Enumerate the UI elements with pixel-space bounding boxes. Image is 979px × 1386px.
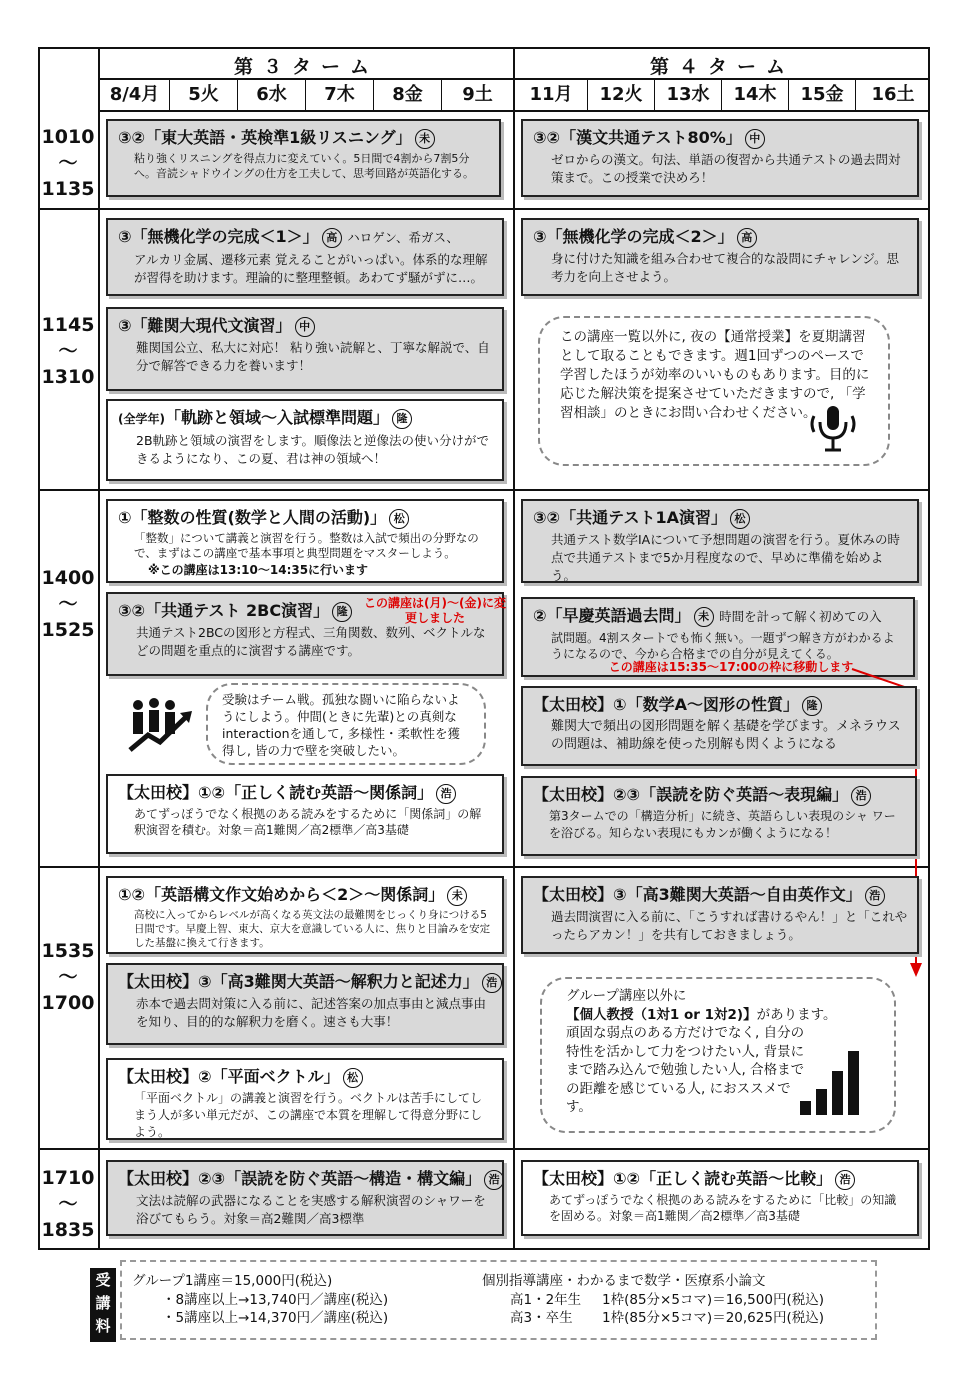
teacher-badge: 浩 (865, 886, 885, 906)
grade-label: 高3・卒生 (510, 1310, 573, 1326)
course-description: アルカリ金属、遷移元素 覚えることがいっぱい。体系的な理解が習得を助けます。理論的に整理整頓。あわてず騒がずに…。 (134, 252, 488, 285)
team-message-bubble: 受験はチーム戦。孤独な闘いに陥らないようにしよう。仲間(ときに先輩)との真剣なinteractionを通して, 多様性・柔軟性を獲得し, 皆の力で壁を突破したい。 (206, 683, 486, 765)
course-card[interactable] (106, 774, 504, 854)
course-title: 「高3難関大英語～解釈力と記述力」 (211, 972, 479, 991)
course-prefix: ①② (118, 885, 146, 904)
individual-fees (482, 1272, 872, 1328)
course-title: 「早慶英語過去問」 (546, 606, 691, 625)
bar-chart-icon (796, 1045, 866, 1117)
day-label: 11月 (529, 84, 573, 105)
course-title: 「誤読を防ぐ英語～構造・構文編」 (225, 1169, 482, 1188)
course-title: 「英語構文作文始めから＜2＞～関係詞」 (145, 885, 445, 904)
grade-price: 1枠(85分×5コマ)＝16,500円(税込) (602, 1291, 824, 1308)
course-description: 第3タームでの「構造分析」に続き、英語らしい表現のシャ ワーを浴びる。知らない表現にもカンが働くようになる！ (549, 809, 896, 840)
course-card[interactable] (521, 776, 917, 856)
course-description: 赤本で過去問対策に入る前に、記述答案の加点事由と減点事由を知り、目的的な解釈力を磨く。速さも大事！ (136, 996, 487, 1029)
teacher-badge: 隆 (332, 602, 352, 622)
teacher-badge: 浩 (835, 1170, 855, 1190)
course-card[interactable] (106, 399, 504, 481)
day-label: 5火 (188, 84, 219, 105)
course-description: 共通テスト2BCの図形と方程式、三角関数、数列、ベクトルなどの問題を重点的に演習する講座です。 (136, 625, 486, 658)
course-description: 「整数」について講義と演習を行う。整数は入試で頻出の分野なので、まずはこの講座で基本事項と典型問題をマスターしよう。 (134, 531, 479, 560)
course-card[interactable] (106, 876, 504, 954)
course-description: 2B軌跡と領域の演習をします。順像法と逆像法の使い分けができるようになり、この夏、君は神の領域へ！ (136, 433, 490, 466)
teacher-badge: 浩 (851, 786, 871, 806)
course-card[interactable] (521, 499, 919, 583)
course-prefix: 【太田校】③ (118, 972, 212, 991)
course-prefix: ② (533, 606, 547, 625)
course-prefix: 【太田校】① (533, 695, 627, 714)
day-label: 15金 (800, 84, 844, 105)
tutoring-offer-tail: があります。 (756, 1006, 837, 1023)
schedule-change-notice: この講座は(月)～(金)に変更しました (364, 596, 506, 625)
grade-price: 1枠(85分×5コマ)＝20,625円(税込) (602, 1310, 824, 1326)
teacher-badge: 高 (322, 228, 342, 248)
day-label: 13水 (666, 84, 710, 105)
team-people-icon (124, 695, 194, 755)
teacher-badge: 松 (389, 509, 409, 529)
microphone-icon (805, 400, 861, 456)
grade-label: 高1・2年生 (510, 1291, 582, 1308)
course-title: 「誤読を防ぐ英語～表現編」 (640, 785, 849, 804)
course-description: 「平面ベクトル」の講義と演習を行う。ベクトルは苦手にしてしまう人が多い単元だが、この講座で本質を理解して得意分野にしよう。 (134, 1091, 483, 1139)
day-label: 7木 (324, 84, 355, 105)
term-4-header: 第４ターム (649, 56, 795, 78)
course-prefix: ③② (533, 128, 561, 147)
teacher-badge: 未 (415, 129, 435, 149)
teacher-badge: 隆 (392, 409, 412, 429)
fee-box (120, 1260, 877, 1340)
course-prefix: 【太田校】②③ (118, 1169, 226, 1188)
course-prefix: 【太田校】② (118, 1067, 212, 1086)
group-fees (132, 1272, 472, 1328)
course-title: 「軌跡と領域～入試標準問題」 (164, 408, 389, 427)
group-fee-line: ・5講座以上→14,370円／講座(税込) (162, 1310, 389, 1326)
individual-fee-title: 個別指導講座・わかるまで数学・医療系小論文 (482, 1273, 766, 1289)
teacher-badge: 浩 (482, 973, 502, 993)
tutoring-details: 頑固な弱点のある方だけでなく, 自分の特性を活かして力をつけたい人, 背景にまで踏み込んで勉強したい人, 合格までの距離を感じている人, におススメです。 (566, 1025, 805, 1115)
course-description: 難関大で頻出の図形問題を解く基礎を学びます。メネラウスの問題は、補助線を使った別解も閃くようになる (551, 719, 901, 752)
course-prefix: ③ (533, 227, 547, 246)
course-card[interactable] (521, 119, 919, 197)
course-prefix: ③② (118, 128, 146, 147)
course-description: 文法は読解の武器になることを実感する解釈演習のシャワーを浴びてもらう。対象＝高2難関／高3標準 (136, 1193, 486, 1226)
course-note: ハロゲン、希ガス、 (347, 230, 459, 245)
teacher-badge: 未 (447, 886, 467, 906)
teacher-badge: 未 (694, 607, 714, 627)
teacher-badge: 高 (737, 228, 757, 248)
course-prefix: ③ (118, 316, 132, 335)
course-prefix: 【太田校】①② (118, 783, 226, 802)
course-prefix: 【太田校】①② (533, 1169, 641, 1188)
course-description: 試問題。4割スタートでも怖く無い。一題ずつ解き方がわかるようになるので、今から合格までの自分が見えてくる。 (551, 631, 895, 661)
course-description: 難関国公立、私大に対応！ 粘り強い読解と、丁寧な解説で、自分で解答できる力を養います！ (136, 340, 490, 373)
course-note: 時間を計って解く初めての入 (719, 609, 882, 624)
course-prefix: ① (118, 508, 132, 527)
course-title: 「難関大現代文演習」 (131, 316, 292, 335)
course-prefix: 【太田校】②③ (533, 785, 641, 804)
time-slot-4: 1535 ～ 1700 (41, 940, 95, 1014)
teacher-badge: 中 (745, 129, 765, 149)
course-prefix: 【太田校】③ (533, 885, 627, 904)
group-fee-line: グループ1講座＝15,000円(税込) (132, 1273, 333, 1289)
time-column-divider (98, 47, 100, 1250)
course-description: 過去問演習に入る前に、「こうすれば書けるやん！」と「これやったらアカン！」を共有しておきましょう。 (551, 909, 908, 942)
row-divider (38, 1148, 930, 1150)
day-label: 12火 (599, 84, 643, 105)
tutoring-lead: グループ講座以外に (566, 988, 687, 1004)
course-card[interactable] (521, 218, 919, 296)
day-label: 6水 (256, 84, 287, 105)
course-title: 「正しく読む英語～比較」 (640, 1169, 833, 1188)
teacher-badge: 浩 (484, 1170, 504, 1190)
course-description: 共通テスト数学ⅠAについて予想問題の演習を行う。夏休みの時点で共通テストまで5か月程度なので、早めに準備を始めよう。 (551, 532, 900, 583)
teacher-badge: 松 (730, 509, 750, 529)
course-prefix: ③② (533, 508, 561, 527)
row-divider (38, 208, 930, 210)
course-description: 身に付けた知識を組み合わせて複合的な設問にチャレンジ。思考力を向上させよう。 (551, 251, 900, 284)
course-prefix: (全学年) (118, 412, 165, 426)
day-label: 8金 (392, 84, 423, 105)
teacher-badge: 浩 (436, 784, 456, 804)
course-prefix: ③ (118, 227, 132, 246)
evening-class-text: この講座一覧以外に, 夜の【通常授業】を夏期講習として取ることもできます。週1回ずつのペースで学習したほうが効率のいいものもあります。目的に応じた解決策を提案させていただきますので, 「学習相談」のときにお問い合わせください。 (560, 329, 870, 421)
course-card[interactable] (106, 307, 504, 391)
course-card[interactable] (106, 119, 501, 197)
course-title: 「共通テスト1A演習」 (560, 508, 727, 527)
slot-move-notice: この講座は15:35～17:00の枠に移動します (608, 660, 854, 674)
course-description: あてずっぽうでなく根拠のある読みをするために「比較」の知識を固める。対象＝高1難関／高2標準／高3基礎 (549, 1193, 897, 1223)
course-title: 「無機化学の完成＜1＞」 (131, 227, 319, 246)
row-divider (38, 866, 930, 868)
course-note: ※この講座は13:10～14:35に行います (148, 563, 369, 577)
group-fee-line: ・8講座以上→13,740円／講座(税込) (162, 1291, 389, 1308)
row-divider (38, 489, 930, 491)
course-title: 「漢文共通テスト80%」 (560, 128, 742, 147)
course-description: 高校に入ってからレベルが高くなる英文法の最難関をじっくり身につける5日間です。早慶上智、東大、京大を意識している人に、焦りと目論みを安定した基盤に換えて行きます。 (134, 909, 491, 949)
course-card[interactable] (106, 1160, 504, 1236)
course-title: 「無機化学の完成＜2＞」 (546, 227, 734, 246)
course-card[interactable] (521, 686, 917, 766)
fee-label: 受講料 (90, 1268, 116, 1342)
day-label: 8/4月 (109, 84, 160, 105)
teacher-badge: 隆 (802, 696, 822, 716)
time-slot-3: 1400 ～ 1525 (41, 567, 95, 641)
course-title: 「正しく読む英語～関係詞」 (225, 783, 434, 802)
term-3-header: 第３ターム (233, 56, 379, 78)
course-title: 「数学A～図形の性質」 (626, 695, 799, 714)
time-slot-2: 1145 ～ 1310 (41, 314, 95, 388)
course-description: ゼロからの漢文。句法、単語の復習から共通テストの過去問対策まで。この授業で決めろ！ (551, 152, 901, 185)
teacher-badge: 松 (343, 1068, 363, 1088)
course-title: 「東大英語・英検準1級リスニング」 (145, 128, 412, 147)
term-divider (513, 47, 515, 1250)
course-title: 「平面ベクトル」 (211, 1067, 340, 1086)
day-label: 14木 (733, 84, 777, 105)
day-label: 9土 (462, 84, 493, 105)
course-title: 「整数の性質(数学と人間の活動)」 (131, 508, 387, 527)
course-prefix: ③② (118, 601, 146, 620)
tutoring-offer: 【個人教授（1対1 or 1対2)】 (566, 1006, 757, 1023)
course-card[interactable] (521, 1160, 919, 1236)
course-card[interactable] (106, 1058, 504, 1140)
course-card[interactable] (106, 218, 504, 296)
time-slot-5: 1710 ～ 1835 (41, 1167, 95, 1241)
course-title: 「高3難関大英語～自由英作文」 (626, 885, 862, 904)
day-label: 16土 (871, 84, 915, 105)
teacher-badge: 中 (295, 317, 315, 337)
time-slot-1: 1010 ～ 1135 (41, 126, 95, 200)
course-title: 「共通テスト 2BC演習」 (145, 601, 330, 620)
course-card[interactable] (106, 963, 504, 1045)
course-card[interactable] (521, 876, 919, 954)
course-description: あてずっぽうでなく根拠のある読みをするために「関係詞」の解釈演習を積む。対象＝高1難関／高2標準／高3基礎 (134, 807, 482, 837)
course-card[interactable] (106, 499, 504, 583)
course-description: 粘り強くリスニングを得点力に変えていく。5日間で4割から7割5分へ。音読シャドウイングの仕方を工夫して、思考回路が英語化する。 (134, 152, 475, 180)
